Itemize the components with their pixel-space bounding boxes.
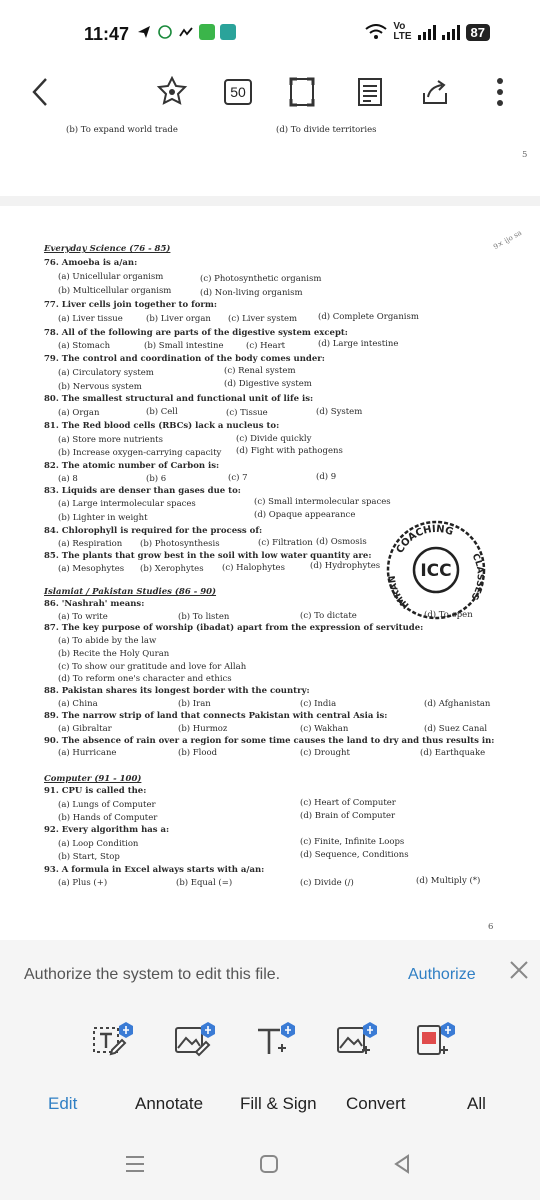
app-green-icon xyxy=(199,24,215,40)
option-text: (b) Lighter in weight xyxy=(58,513,148,523)
status-right xyxy=(365,22,490,42)
premium-badge-icon xyxy=(441,1022,455,1038)
option-text: (c) India xyxy=(300,699,337,709)
question-text: 76. Amoeba is a/an: xyxy=(44,258,138,268)
option-text: (d) Fight with pathogens xyxy=(236,446,343,456)
option-text: (d) To open xyxy=(424,610,473,620)
question-text: 91. CPU is called the: xyxy=(44,786,147,796)
option-text: (c) 7 xyxy=(228,473,248,483)
option-text: (b) Nervous system xyxy=(58,382,142,392)
reading-mode-button[interactable] xyxy=(354,74,386,110)
premium-badge-icon xyxy=(201,1022,215,1038)
question-text: 89. The narrow strip of land that connects Pakistan with central Asia is: xyxy=(44,711,388,721)
option-text: (a) Organ xyxy=(58,408,100,418)
premium-badge-icon xyxy=(119,1022,133,1038)
signal-icon-2 xyxy=(442,24,460,40)
option-text: (b) Liver organ xyxy=(146,314,211,324)
option-text: (c) To show our gratitude and love for Allah xyxy=(58,662,247,672)
wifi-icon xyxy=(365,24,387,40)
option-text: (b) To listen xyxy=(178,612,230,622)
option-text: (c) Drought xyxy=(300,748,350,758)
option-text: (c) To dictate xyxy=(300,611,357,621)
send-icon xyxy=(136,24,152,40)
option-text: (b) Equal (=) xyxy=(176,878,233,888)
option-text: (c) Renal system xyxy=(224,366,296,376)
option-text: (d) Afghanistan xyxy=(424,699,491,709)
section-heading: Everyday Science (76 - 85) xyxy=(44,244,171,254)
star-badge-icon xyxy=(156,76,188,108)
option-text: (d) Earthquake xyxy=(420,748,486,758)
tool-label-annotate[interactable]: Annotate xyxy=(135,1094,204,1113)
question-text: 90. The absence of rain over a region for some time causes the land to dry and thus results in: xyxy=(44,736,495,746)
option-text: (a) Lungs of Computer xyxy=(58,800,156,810)
question-text: 88. Pakistan shares its longest border with the country: xyxy=(44,686,310,696)
page-text-line: (d) To divide territories xyxy=(276,125,377,135)
option-text: (b) Flood xyxy=(178,748,218,758)
option-text: (a) Circulatory system xyxy=(58,368,154,378)
missed-call-icon xyxy=(178,24,194,40)
question-text: 86. 'Nashrah' means: xyxy=(44,599,145,609)
option-text: (b) Start, Stop xyxy=(58,852,120,862)
chat-icon xyxy=(157,24,173,40)
question-text: 92. Every algorithm has a: xyxy=(44,825,170,835)
convert-icon xyxy=(332,1020,382,1070)
page-count-button[interactable] xyxy=(222,74,254,110)
back-button[interactable] xyxy=(22,74,58,110)
option-text: (d) Non-living organism xyxy=(200,288,303,298)
premium-badge-icon xyxy=(281,1022,295,1038)
signal-icon xyxy=(418,24,436,40)
system-nav-bar xyxy=(0,1130,540,1200)
option-text: (b) Xerophytes xyxy=(140,564,204,574)
option-text: (d) Hydrophytes xyxy=(310,561,381,571)
question-text: 80. The smallest structural and functional unit of life is: xyxy=(44,394,314,404)
option-text: (a) Respiration xyxy=(58,539,123,549)
annotate-icon xyxy=(170,1020,220,1070)
fullscreen-icon xyxy=(289,77,315,107)
authorize-message: Authorize the system to edit this file. xyxy=(24,966,281,983)
option-text: (b) Small intestine xyxy=(144,341,224,351)
option-text: (b) Increase oxygen-carrying capacity xyxy=(58,448,222,458)
battery-indicator: 87 xyxy=(466,24,490,41)
page-number: 5 xyxy=(522,150,528,160)
option-text: (d) Complete Organism xyxy=(318,312,419,322)
question-text: 85. The plants that grow best in the soil with low water quantity are: xyxy=(44,551,372,561)
option-text: (d) Suez Canal xyxy=(424,724,488,734)
fill-sign-tool-button[interactable] xyxy=(250,1020,300,1070)
home-icon[interactable] xyxy=(259,1154,279,1174)
page-count-badge: 50 xyxy=(224,79,252,105)
tool-label-convert[interactable]: Convert xyxy=(346,1094,406,1113)
document-list-icon xyxy=(357,77,383,107)
svg-text:ICC: ICC xyxy=(420,561,452,581)
option-text: (a) Store more nutrients xyxy=(58,435,163,445)
option-text: (c) Heart of Computer xyxy=(300,798,396,808)
option-text: (a) Gibraltar xyxy=(58,724,112,734)
status-time: 11:47 xyxy=(84,24,130,44)
coaching-stamp xyxy=(384,518,488,622)
option-text: (a) Stomach xyxy=(58,341,111,351)
question-text: 77. Liver cells join together to form: xyxy=(44,300,218,310)
option-text: (b) 6 xyxy=(146,474,167,484)
close-icon[interactable] xyxy=(507,958,531,982)
bookmark-button[interactable] xyxy=(152,74,192,110)
option-text: (d) Brain of Computer xyxy=(300,811,396,821)
page-text-line: (b) To expand world trade xyxy=(66,125,178,135)
more-options-button[interactable] xyxy=(486,74,514,110)
question-text: 81. The Red blood cells (RBCs) lack a nucleus to: xyxy=(44,421,280,431)
more-vertical-icon xyxy=(496,77,504,107)
option-text: (c) Heart xyxy=(246,341,286,351)
svg-text:CLASSES: CLASSES xyxy=(468,552,485,602)
notification-icons xyxy=(136,24,236,40)
option-text: (a) Hurricane xyxy=(58,748,117,758)
option-text: (c) Tissue xyxy=(226,408,268,418)
margin-note: 9× ijo sa xyxy=(492,228,524,252)
option-text: (d) 9 xyxy=(316,472,337,482)
edit-icon xyxy=(88,1020,138,1070)
question-text: 84. Chlorophyll is required for the process of: xyxy=(44,526,263,536)
option-text: (d) Sequence, Conditions xyxy=(300,850,409,860)
option-text: (b) Iran xyxy=(178,699,211,709)
authorize-banner xyxy=(0,940,540,1010)
option-text: (a) Loop Condition xyxy=(58,839,139,849)
svg-text:COACHING: COACHING xyxy=(394,523,455,556)
previous-page xyxy=(0,122,540,196)
all-icon xyxy=(410,1020,460,1070)
all-tool-button[interactable] xyxy=(410,1020,460,1070)
question-text: 87. The key purpose of worship (ibadat) apart from the expression of servitude: xyxy=(44,623,424,633)
page-number: 6 xyxy=(488,922,494,932)
volte-label: Vo LTE xyxy=(393,21,412,42)
annotate-tool-button[interactable] xyxy=(170,1020,220,1070)
option-text: (c) Finite, Infinite Loops xyxy=(300,837,405,847)
status-bar xyxy=(0,0,540,62)
option-text: (d) System xyxy=(316,407,363,417)
current-page xyxy=(0,206,540,940)
app-teal-icon xyxy=(220,24,236,40)
option-text: (d) Digestive system xyxy=(224,379,312,389)
option-text: (a) Plus (+) xyxy=(58,878,108,888)
option-text: (a) Liver tissue xyxy=(58,314,123,324)
option-text: (a) China xyxy=(58,699,98,709)
option-text: (d) Large intestine xyxy=(318,339,399,349)
option-text: (a) Mesophytes xyxy=(58,564,125,574)
option-text: (c) Liver system xyxy=(228,314,298,324)
authorize-button[interactable]: Authorize xyxy=(408,966,476,983)
option-text: (c) Divide (/) xyxy=(300,878,354,888)
option-text: (b) Photosynthesis xyxy=(140,539,220,549)
option-text: (c) Small intermolecular spaces xyxy=(254,497,391,507)
option-text: (b) Recite the Holy Quran xyxy=(58,649,170,659)
svg-text:IMRAN: IMRAN xyxy=(387,574,412,610)
tool-label-edit[interactable]: Edit xyxy=(48,1094,78,1113)
share-icon xyxy=(420,77,450,107)
option-text: (d) Opaque appearance xyxy=(254,510,356,520)
option-text: (a) To write xyxy=(58,612,108,622)
chevron-left-icon xyxy=(30,77,50,107)
tool-label-fill-sign[interactable]: Fill & Sign xyxy=(240,1094,317,1113)
option-text: (d) Osmosis xyxy=(316,537,367,547)
option-text: (a) Large intermolecular spaces xyxy=(58,499,196,509)
fullscreen-button[interactable] xyxy=(286,74,318,110)
option-text: (c) Halophytes xyxy=(222,563,285,573)
option-text: (d) Multiply (*) xyxy=(416,876,481,886)
option-text: (c) Photosynthetic organism xyxy=(200,274,322,284)
option-text: (b) Hurmoz xyxy=(178,724,228,734)
option-text: (b) Multicellular organism xyxy=(58,286,172,296)
option-text: (b) Hands of Computer xyxy=(58,813,158,823)
option-text: (d) To reform one's character and ethics xyxy=(58,674,232,684)
question-text: 93. A formula in Excel always starts with a/an: xyxy=(44,865,265,875)
tool-label-all[interactable]: All xyxy=(467,1094,486,1113)
section-heading: Computer (91 - 100) xyxy=(44,774,142,784)
tool-bar xyxy=(0,1010,540,1130)
option-text: (a) To abide by the law xyxy=(58,636,157,646)
option-text: (c) Divide quickly xyxy=(236,434,312,444)
question-text: 83. Liquids are denser than gases due to: xyxy=(44,486,241,496)
viewer-toolbar xyxy=(0,62,540,122)
fill-sign-icon xyxy=(250,1020,300,1070)
option-text: (a) Unicellular organism xyxy=(58,272,164,282)
option-text: (a) 8 xyxy=(58,474,78,484)
question-text: 79. The control and coordination of the body comes under: xyxy=(44,354,325,364)
option-text: (c) Filtration xyxy=(258,538,313,548)
share-button[interactable] xyxy=(418,74,452,110)
recent-apps-icon[interactable] xyxy=(124,1154,146,1174)
question-text: 82. The atomic number of Carbon is: xyxy=(44,461,220,471)
option-text: (c) Wakhan xyxy=(300,724,349,734)
question-text: 78. All of the following are parts of the digestive system except: xyxy=(44,328,348,338)
premium-badge-icon xyxy=(363,1022,377,1038)
option-text: (b) Cell xyxy=(146,407,178,417)
edit-tool-button[interactable] xyxy=(88,1020,138,1070)
section-heading: Islamiat / Pakistan Studies (86 - 90) xyxy=(44,587,217,597)
document-viewer[interactable] xyxy=(0,122,540,940)
back-nav-icon[interactable] xyxy=(392,1154,412,1174)
convert-tool-button[interactable] xyxy=(332,1020,382,1070)
